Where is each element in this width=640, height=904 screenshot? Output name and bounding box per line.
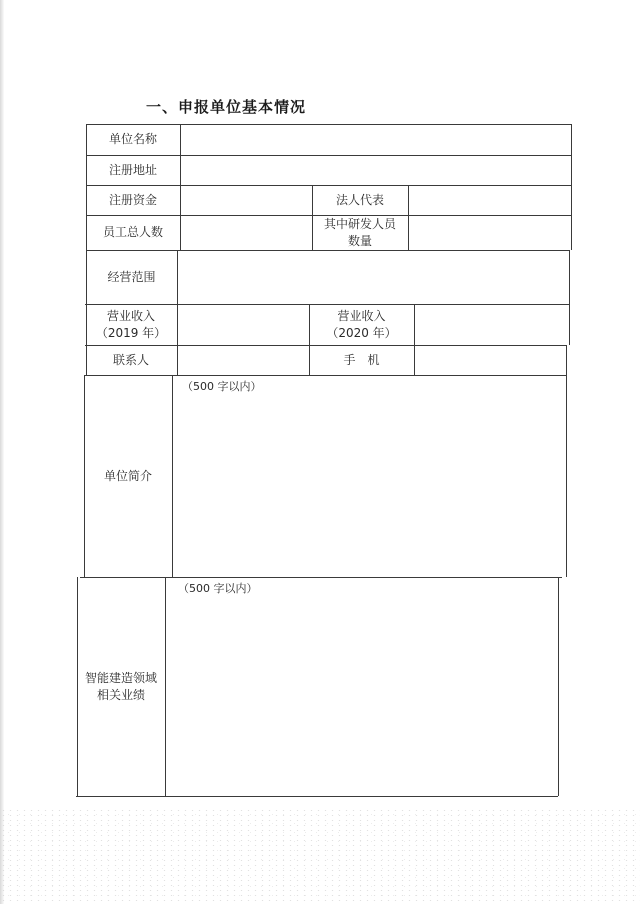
label-smart-construction-achievements: 智能建造领域 相关业绩	[84, 670, 157, 702]
achievements-word-limit-note: （500 字以内）	[178, 582, 258, 595]
label-contact-person: 联系人	[112, 352, 149, 367]
section-title: 一、申报单位基本情况	[146, 98, 307, 116]
label-revenue-2019: 营业收入 （2019 年）	[95, 308, 167, 340]
label-total-employees: 员工总人数	[102, 225, 163, 239]
label-registered-address: 注册地址	[108, 162, 157, 177]
label-unit-introduction: 单位简介	[103, 468, 152, 483]
label-business-scope: 经营范围	[107, 269, 156, 284]
label-rd-staff-count: 其中研发人员 数量	[323, 216, 396, 248]
label-registered-capital: 注册资金	[108, 192, 157, 207]
scan-edge	[0, 0, 4, 904]
intro-word-limit-note: （500 字以内）	[182, 380, 262, 393]
label-legal-representative: 法人代表	[335, 192, 384, 207]
label-mobile: 手 机	[343, 352, 380, 367]
scan-noise	[0, 808, 640, 904]
label-revenue-2020: 营业收入 （2020 年）	[326, 308, 397, 340]
label-unit-name: 单位名称	[108, 132, 157, 146]
